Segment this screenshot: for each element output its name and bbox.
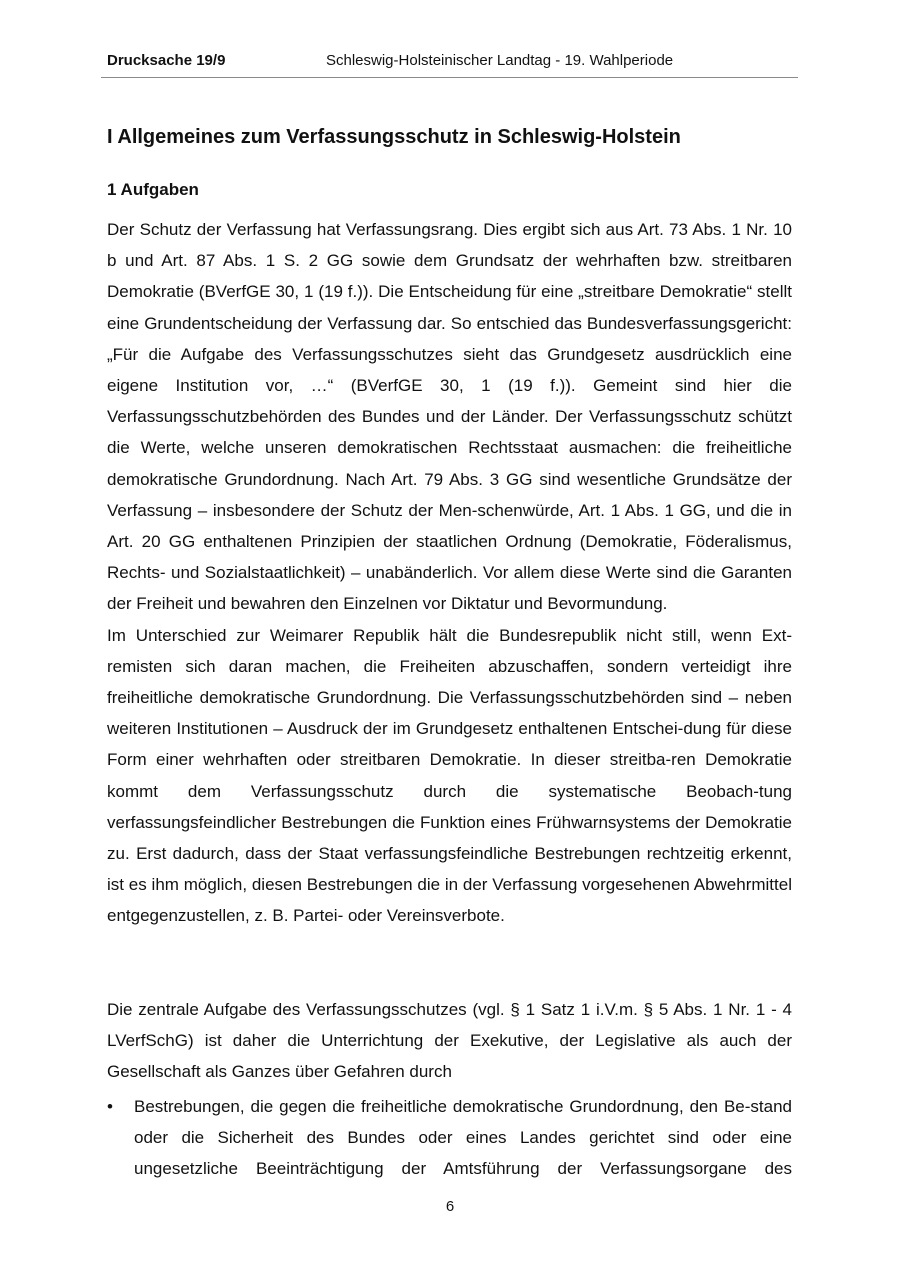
header-title: Schleswig-Holsteinischer Landtag - 19. Wahlperiode [326, 52, 674, 69]
bullet-list [107, 1091, 792, 1185]
body-text-block-2 [107, 994, 792, 1088]
paragraph: Im Unterschied zur Weimarer Republik hält die Bundesrepublik nicht still, wenn Ext-remisten sich daran machen, die Freiheiten abzuschaffen, sondern verteidigt ihre freiheitliche demokratische Grundordnung. Die Verfassungsschutzbehörden sind – neben weiteren Institutionen – Ausdruck der im Grundgesetz enthaltenen Entschei-dung für diese Form einer wehrhaften oder streitbaren Demokratie. In dieser streitba-ren Demokratie kommt dem Verfassungsschutz durch die systematische Beobach-tung verfassungsfeindlicher Bestrebungen die Funktion eines Frühwarnsystems der Demokratie zu. Erst dadurch, dass der Staat verfassungsfeindliche Bestrebungen rechtzeitig erkennt, ist es ihm möglich, diesen Bestrebungen die in der Verfassung vorgesehenen Abwehrmittel entgegenzustellen, z. B. Partei- oder Vereinsverbote. [107, 625, 792, 926]
list-item [107, 1091, 792, 1185]
section-heading: I Allgemeines zum Verfassungsschutz in Schleswig-Holstein [107, 126, 681, 148]
paragraph: Die zentrale Aufgabe des Verfassungsschutzes (vgl. § 1 Satz 1 i.V.m. § 5 Abs. 1 Nr. 1 - 4 LVerfSchG) ist daher die Unterrichtung der Exekutive, der Legislative als auch der Gesellschaft als Ganzes über Gefahren durch [107, 1000, 792, 1082]
document-number: Drucksache 19/9 [107, 52, 226, 69]
subsection-heading: 1 Aufgaben [107, 180, 199, 199]
page-number: 6 [445, 1198, 455, 1215]
body-text-block-1 [107, 214, 792, 932]
paragraph: Der Schutz der Verfassung hat Verfassungsrang. Dies ergibt sich aus Art. 73 Abs. 1 Nr. 10 b und Art. 87 Abs. 1 S. 2 GG sowie dem Grundsatz der wehrhaften bzw. streitbaren Demokratie (BVerfGE 30, 1 (19 f.)). Die Entscheidung für eine „streitbare Demokratie“ stellt eine Grundentscheidung der Verfassung dar. So entschied das Bundesverfassungsgericht: „Für die Aufgabe des Verfassungsschutzes sieht das Grundgesetz ausdrücklich eine eigene Institution vor, …“ (BVerfGE 30, 1 (19 f.)). Gemeint sind hier die Verfassungsschutzbehörden des Bundes und der Länder. Der Verfassungsschutz schützt die Werte, welche unseren demokratischen Rechtsstaat ausmachen: die freiheitliche demokratische Grundordnung. Nach Art. 79 Abs. 3 GG sind wesentliche Grundsätze der Verfassung – insbesondere der Schutz der Men-schenwürde, Art. 1 Abs. 1 GG, und die in Art. 20 GG enthaltenen Prinzipien der staatlichen Ordnung (Demokratie, Föderalismus, Rechts- und Sozialstaatlichkeit) – unabänderlich. Vor allem diese Werte sind die Garanten der Freiheit und bewahren den Einzelnen vor Diktatur und Bevormundung. [107, 220, 792, 614]
page-header [101, 52, 798, 78]
bullet-icon: • [107, 1097, 113, 1116]
list-item-text: Bestrebungen, die gegen die freiheitliche demokratische Grundordnung, den Be-stand oder die Sicherheit des Bundes oder eines Landes gerichtet sind oder eine ungesetzliche Beeinträchtigung der Amtsführung der Verfassungsorgane des [134, 1097, 792, 1179]
